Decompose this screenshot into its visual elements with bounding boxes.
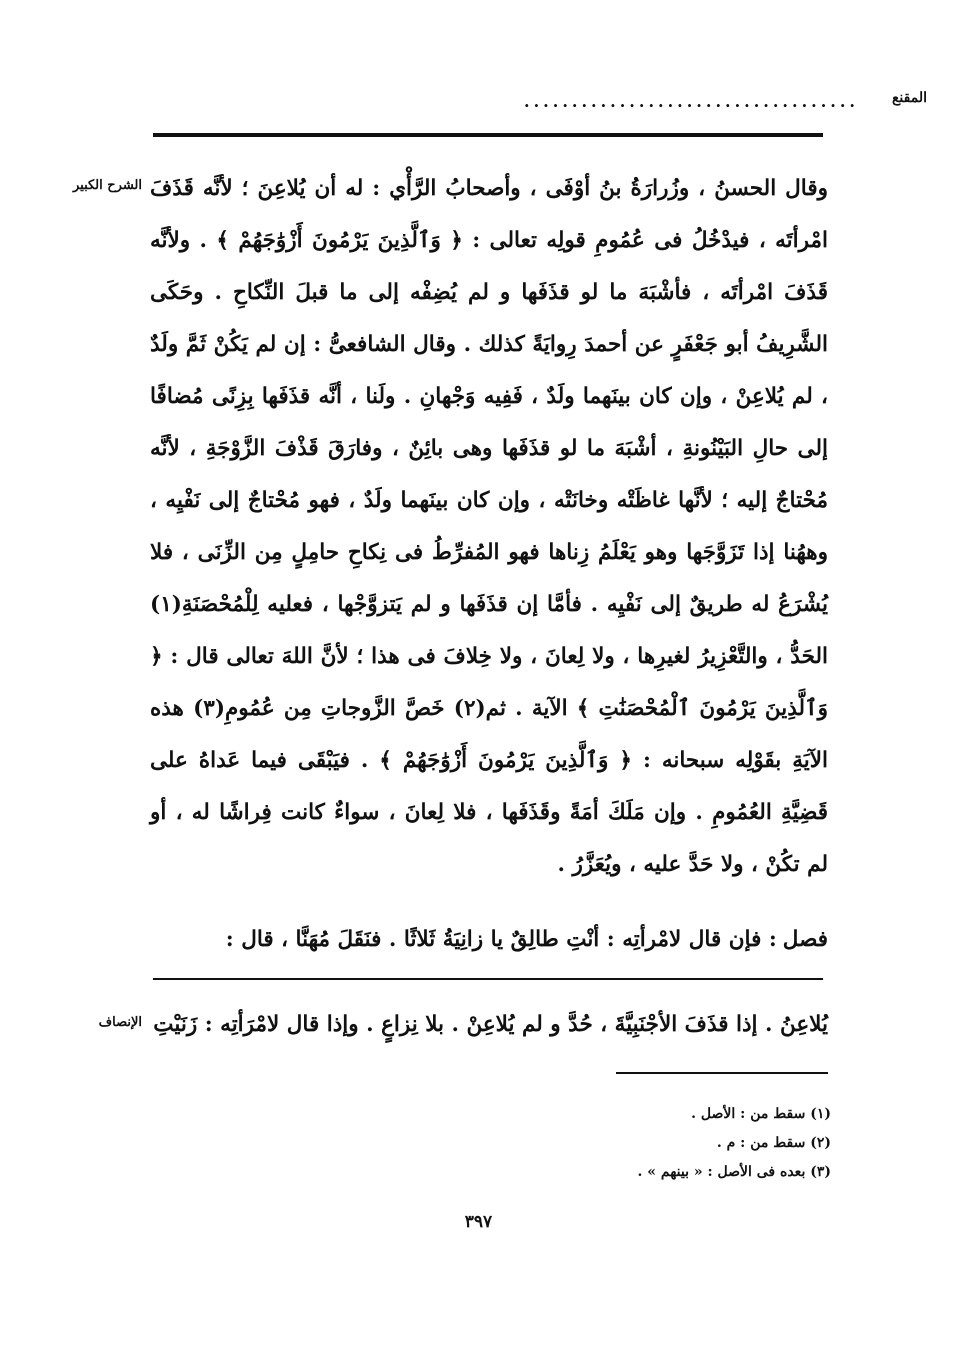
fasl-line xyxy=(150,915,828,965)
page-number: ٣٩٧ xyxy=(464,1212,493,1232)
footnote-3: (٣) بعده فى الأصل : « بينهم » . xyxy=(637,1164,831,1180)
section-divider xyxy=(153,978,823,980)
insaf-text: يُلاعِنُ . إذا قذَفَ الأجْنَبِيَّةَ ، حُدَّ و لم يُلاعِنْ . بلا نِزاعٍ . وإذا قال لامْرَأتِه : زَنَيْتِ xyxy=(153,1012,828,1037)
footnote-1: (١) سقط من : الأصل . xyxy=(691,1106,831,1122)
book-title: المقنع xyxy=(891,90,927,106)
header-rule xyxy=(153,133,823,137)
footnote-rule xyxy=(616,1072,828,1074)
header-dot-leader: ................................... xyxy=(524,92,859,111)
footnotes xyxy=(638,1100,832,1187)
main-text-block xyxy=(150,163,828,891)
fasl-text: : فإن قال لامْرأتِه : أنْتِ طالِقٌ يا زانِيَةُ ثَلاثًا . فنَقَلَ مُهَنَّا ، قال : xyxy=(225,927,777,952)
running-header xyxy=(153,86,927,122)
main-paragraph: وقال الحسنُ ، وزُرارَةُ بنُ أوْفَى ، وأصحابُ الرَّأْي : له أن يُلاعِنَ ؛ لأنَّه قَذَفَ امْرأتَه ، فيدْخُلُ فى عُمُومِ قولِه تعالى : ﴿ وَٱلَّذِينَ يَرْمُونَ أَزْوَٰجَهُمْ ﴾ . ولأنَّه قَذَفَ امْرأتَه ، فأشْبَهَ ما لو قذَفَها و لم يُضِفْه إلى ما قبلَ النِّكاحِ . وحَكَى الشَّرِيفُ أبو جَعْفَرٍ عن أحمدَ رِوايَةً كذلك . وقال الشافعىُّ : إن لم يَكُنْ ثَمَّ ولَدٌ ، لم يُلاعِنْ ، وإن كان بينَهما ولَدٌ ، فَفِيه وَجْهانِ . ولَنا ، أنَّه قذَفَها بِزِنًى مُضافًا إلى حالِ البَيْنُونةِ ، أشْبَهَ ما لو قذَفَها وهى بائِنٌ ، وفارَقَ قَذْفَ الزَّوْجَةِ ، لأنَّه مُحْتاجٌ إليه ؛ لأنَّها غاظَتْه وخانَتْه ، وإن كان بينَهما ولَدٌ ، فهو مُحْتاجٌ إلى نَفْيِه ، وههُنا إذا تَزَوَّجَها وهو يَعْلَمُ زِناها فهو المُفرِّطُ فى نِكاحِ حامِلٍ مِن الزِّنَى ، فلا يُشْرَعُ له طريقٌ إلى نَفْيِه . فأمَّا إن قذَفَها و لم يَتزوَّجْها ، فعليه لِلْمُحْصَنَةِ(١) الحَدُّ ، والتَّعْزِيرُ لغيرِها ، ولا لِعانَ ، ولا خِلافَ فى هذا ؛ لأنَّ اللهَ تعالى قال : ﴿ وَٱلَّذِينَ يَرْمُونَ ٱلْمُحْصَنَٰتِ ﴾ الآية . ثم(٢) خَصَّ الزَّوجاتِ مِن عُمُومِ(٣) هذه الآيَةِ بقَوْلِه سبحانه : ﴿ وَٱلَّذِينَ يَرْمُونَ أَزْوَٰجَهُمْ ﴾ . فيَبْقَى فيما عَداهُ على قَضِيَّةِ العُمُومِ . وإن مَلَكَ أمَةً وقَذَفَها ، فلا لِعانَ ، سواءٌ كانت فِراشًا له ، أو لم تكُنْ ، ولا حَدَّ عليه ، ويُعَزَّرُ . xyxy=(150,176,829,877)
side-label-sharh: الشرح الكبير xyxy=(72,178,142,193)
side-label-insaf: الإنصاف xyxy=(98,1015,142,1030)
footnote-2: (٢) سقط من : م . xyxy=(716,1135,831,1151)
fasl-heading: فصل xyxy=(782,927,828,952)
